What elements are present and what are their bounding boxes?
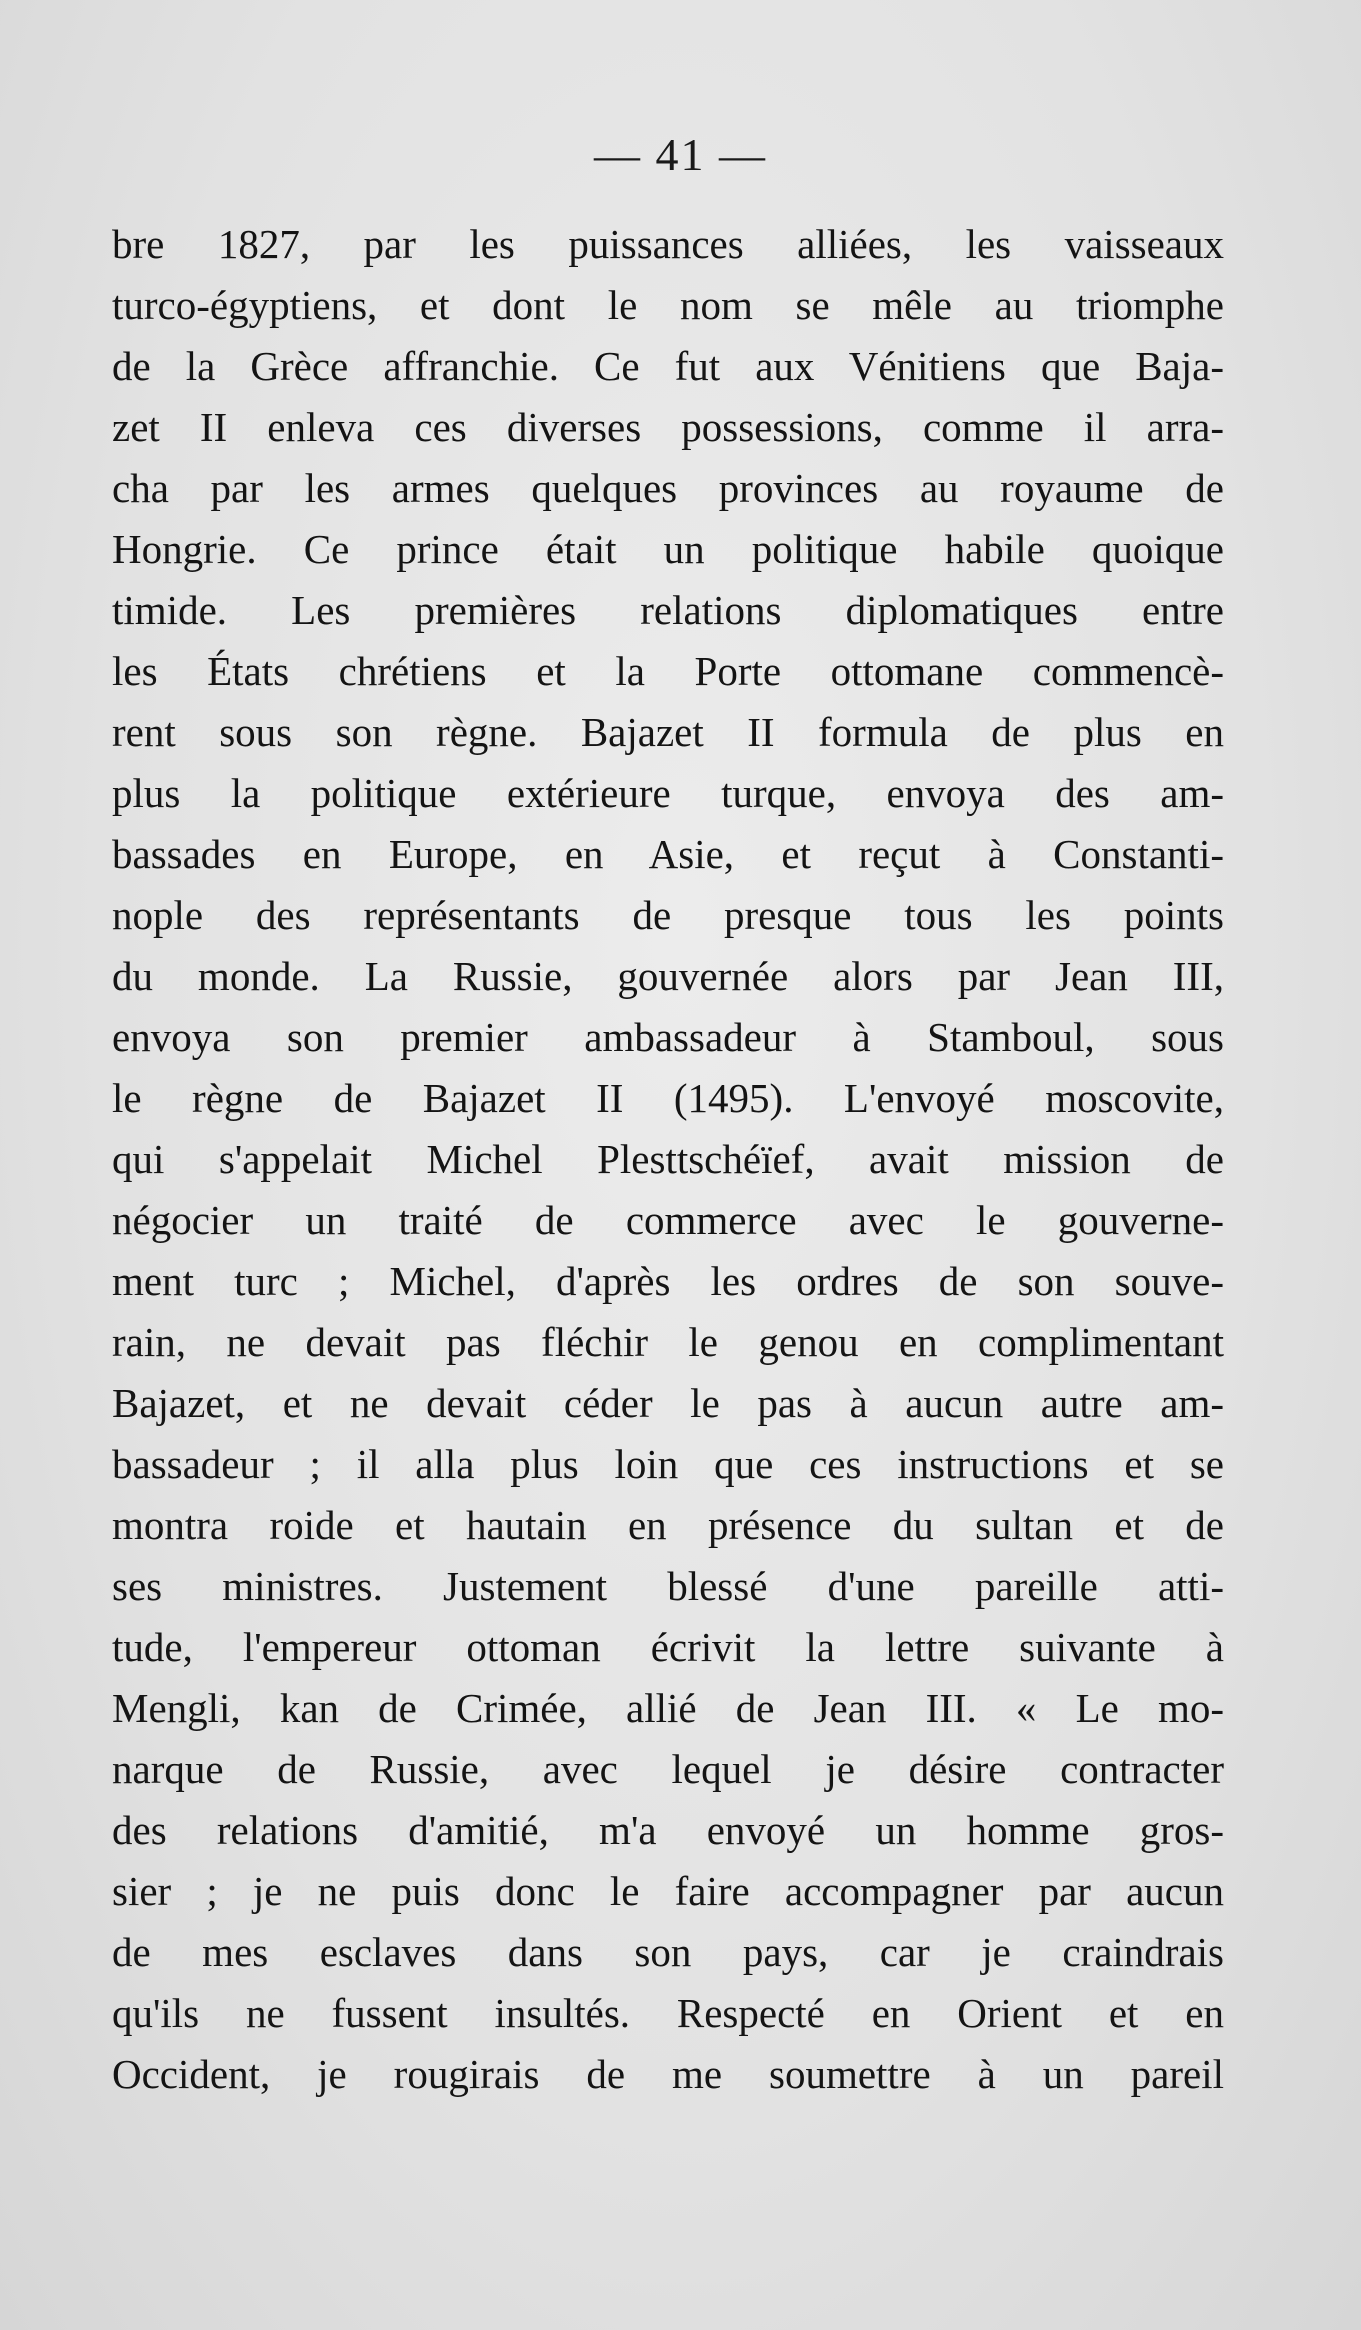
text-line: de mes esclaves dans son pays, car je craindrais <box>112 1929 1224 1975</box>
text-line: bre 1827, par les puissances alliées, les vaisseaux <box>112 221 1224 267</box>
text-line: des relations d'amitié, m'a envoyé un homme gros- <box>112 1807 1224 1853</box>
text-line: timide. Les premières relations diplomatiques entre <box>112 587 1224 633</box>
text-line: Mengli, kan de Crimée, allié de Jean III. « Le mo- <box>112 1685 1224 1731</box>
text-line: les États chrétiens et la Porte ottomane commencè- <box>112 648 1224 694</box>
body-text <box>112 214 1224 2105</box>
text-line: ment turc ; Michel, d'après les ordres de son souve- <box>112 1258 1224 1304</box>
text-line: zet II enleva ces diverses possessions, comme il arra- <box>112 404 1224 450</box>
text-line: turco-égyptiens, et dont le nom se mêle au triomphe <box>112 282 1224 328</box>
text-line: plus la politique extérieure turque, envoya des am- <box>112 770 1224 816</box>
text-line: qui s'appelait Michel Plesttschéïef, avait mission de <box>112 1136 1224 1182</box>
text-line: narque de Russie, avec lequel je désire contracter <box>112 1746 1224 1792</box>
text-line: le règne de Bajazet II (1495). L'envoyé moscovite, <box>112 1075 1224 1121</box>
text-line: rain, ne devait pas fléchir le genou en complimentant <box>112 1319 1224 1365</box>
text-line: sier ; je ne puis donc le faire accompagner par aucun <box>112 1868 1224 1914</box>
text-line: ses ministres. Justement blessé d'une pareille atti- <box>112 1563 1224 1609</box>
text-line: bassadeur ; il alla plus loin que ces instructions et se <box>112 1441 1224 1487</box>
text-line: Hongrie. Ce prince était un politique habile quoique <box>112 526 1224 572</box>
text-line: bassades en Europe, en Asie, et reçut à Constanti- <box>112 831 1224 877</box>
text-line: négocier un traité de commerce avec le gouverne- <box>112 1197 1224 1243</box>
text-line: envoya son premier ambassadeur à Stamboul, sous <box>112 1014 1224 1060</box>
text-line: rent sous son règne. Bajazet II formula de plus en <box>112 709 1224 755</box>
text-line: de la Grèce affranchie. Ce fut aux Vénitiens que Baja- <box>112 343 1224 389</box>
text-line: qu'ils ne fussent insultés. Respecté en Orient et en <box>112 1990 1224 2036</box>
text-line: Bajazet, et ne devait céder le pas à aucun autre am- <box>112 1380 1224 1426</box>
text-line: nople des représentants de presque tous les points <box>112 892 1224 938</box>
text-line: tude, l'empereur ottoman écrivit la lettre suivante à <box>112 1624 1224 1670</box>
text-line: cha par les armes quelques provinces au royaume de <box>112 465 1224 511</box>
text-line: du monde. La Russie, gouvernée alors par Jean III, <box>112 953 1224 999</box>
page-number: — 41 — <box>594 129 767 180</box>
text-line: montra roide et hautain en présence du sultan et de <box>112 1502 1224 1548</box>
text-line: Occident, je rougirais de me soumettre à un pareil <box>112 2051 1224 2097</box>
